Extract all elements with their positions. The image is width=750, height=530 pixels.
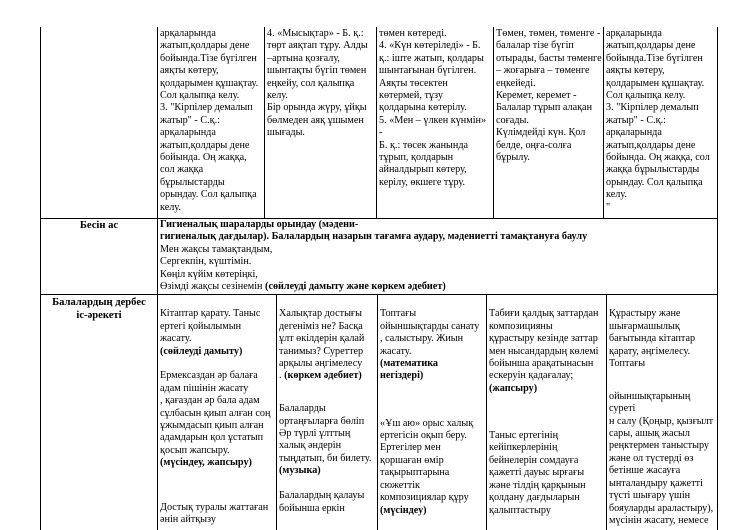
cell-spacer bbox=[609, 370, 716, 378]
cell-text: Топтағы ойыншықтарды санату , салыстыру. Жиын жасату. bbox=[380, 308, 480, 357]
table-border bbox=[157, 27, 158, 530]
table-cell: 4. «Мысықтар» - Б. қ.: төрт аяқтап тұру. Алды –артына қозғалу, шынтақты бүгіп төмен еңкейу, сол қалыпқа келу. Бір орында жүру, ұйқы бөлмеден аяқ ұшымен шығады. bbox=[267, 28, 368, 139]
table-cell: төмен көтереді. 4. «Күн көтеріледі» - Б. қ.: іште жатып, қолдары шынтағынан бүгілген. Аяқты төсектен көтермей, тұзу қолдарына көтерілу. 5. «Мен – үлкен күнмін» - Б. қ.: төсек жанында тұрып, қолдарын айналдырып көтеру, керілу, өкшеге тұру. bbox=[379, 28, 487, 188]
cell-text: Ермексаздан әр балаға адам пішінін жасату , қағаздан әр бала адам сұлбасын қиып алған соң ұжымдасып қиып алған адамдарын қол ұстатып қосып жапсыру. bbox=[160, 370, 271, 456]
cell-spacer bbox=[279, 383, 376, 391]
cell-text: ойыншықтарының суреті н салу (Қоңыр, қызғылт сары, ашық жасыл реңктермен таныстыру және ол түстерді өз бетінше жасауға ынталандыру қажетті түсті шығару үшін бояуларды араластыру), мүсінін жасату, немесе bbox=[609, 390, 714, 526]
table-border bbox=[40, 294, 718, 295]
lunch-line: Көңіл күйім көтеріңкі, bbox=[160, 268, 258, 280]
cell-text: Кітаптар қарату. Таныс ертегі қойылымын жасату. bbox=[160, 308, 261, 345]
cell-text-bold: (сөйлеуді дамыту) bbox=[160, 345, 243, 357]
lunch-line bbox=[160, 281, 716, 293]
table-border bbox=[40, 27, 41, 530]
row-label-lunch: Бесін ас bbox=[79, 220, 119, 231]
lunch-content bbox=[160, 219, 716, 293]
table-border bbox=[376, 27, 377, 218]
cell-text-bold: (жапсыру) bbox=[489, 382, 538, 394]
cell-text-bold: (мүсіндеу, жапсыру) bbox=[160, 457, 252, 469]
cell-spacer bbox=[160, 482, 275, 489]
cell-text: Балаларды ортаңғыларға бөліп Әр түрлі ұлттың халық әндерін тыңдатып, би билету. bbox=[279, 403, 372, 464]
cell-text: Халықтар достығы дегеніміз не? Басқа ұлт өкілдерін қалай танимыз? Суреттер арқылы әңгімелесу . bbox=[279, 308, 365, 382]
lunch-line: Гигиеналық шараларды орындау (мәдени- bbox=[160, 219, 359, 230]
table-cell bbox=[160, 296, 275, 526]
lunch-line: Мен жақсы тамақтандым, bbox=[160, 243, 273, 255]
cell-text: Балалардың қалауы бойынша еркін bbox=[279, 490, 365, 514]
lunch-line: гигиеналық дағдылар). Балалардың назарын тағамға аудару, мәдениетті тамақтануға баулу bbox=[160, 231, 588, 243]
row-label-independent-activity: Балалардың дербес іс-әрекеті bbox=[52, 297, 146, 321]
table-border bbox=[603, 27, 604, 218]
table-cell bbox=[380, 296, 485, 529]
cell-text-bold: (мүсіндеу) bbox=[380, 504, 427, 516]
lunch-line: Сергекпін, күштімін. bbox=[160, 256, 252, 268]
cell-spacer bbox=[380, 395, 485, 405]
table-cell bbox=[609, 296, 716, 527]
table-border bbox=[276, 294, 277, 530]
cell-text: Табиғи қалдық заттардан композицияны құрастыру кезінде заттар мен нысандардың көлемі бойынша арақатынасын ескеруін қадағалау; bbox=[489, 308, 599, 382]
lunch-text-bold: (сөйлеуді дамыту және көркем әдебиет) bbox=[265, 281, 446, 293]
cell-text: «Ұш аю» орыс халық ертегісін оқып беру. Ертегілер мен қоршаған өмір тақырыптарына сюжеттік композициялар құру bbox=[380, 417, 474, 504]
table-cell bbox=[489, 296, 605, 517]
cell-text-bold: (музыка) bbox=[279, 465, 321, 477]
lunch-text: Өзімді жақсы сезінемін bbox=[160, 281, 266, 293]
table-cell: арқаларында жатып,қолдары дене бойында.Тізе бүгілген аяқты көтеру, қолдарымен құшақтау. Сол қалыпқа келу. 3. "Кірпілер демалып жатыр" - С.қ.: арқаларында жатып,қолдары дене бойында. Оң жаққа, сол жаққа бұрылыстарды орындау. Сол қалыпқа келу. " bbox=[606, 28, 710, 213]
cell-spacer bbox=[489, 408, 605, 418]
table-border bbox=[377, 294, 378, 530]
table-border bbox=[486, 294, 487, 530]
cell-text: Таныс ертегінің кейіпкерлерінің бейнелерін сомдауға қажетті дауыс ырғағы және тілдің қарқынын қолдану дағдыларын қалыптастыру bbox=[489, 430, 586, 516]
cell-text: Құрастыру және шығармашылық бағытында кітаптар қарату, әңгімелесу. Топтағы bbox=[609, 308, 696, 370]
cell-text-bold: (математика негіздері) bbox=[380, 358, 439, 382]
table-cell: арқаларында жатып,қолдары дене бойында.Тізе бүгілген аяқты көтеру, қолдарымен құшақтау. Сол қалыпқа келу. 3. "Кірпілер демалып жатыр" - С.қ.: арқаларында жатып,қолдары дене бойында. Оң жаққа, сол жаққа бұрылыстарды орындау. Сол қалыпқа келу. bbox=[160, 28, 259, 213]
table-border bbox=[493, 27, 494, 218]
cell-text-bold: (көркем әдебиет) bbox=[284, 370, 362, 382]
table-cell: Төмен, төмен, төменге - балалар тізе бүгіп отырады, басты төменге – жоғарыға – төменге еңкейеді. Керемет, керемет - Балалар тұрып алақан соғады. Күлімдейді күн. Қол белде, оңға-солға бұрылу. bbox=[496, 28, 602, 164]
cell-text: Достық туралы жаттаған әнін айтқызу bbox=[160, 501, 269, 525]
table-border bbox=[606, 294, 607, 530]
table-border bbox=[264, 27, 265, 218]
table-cell bbox=[279, 296, 376, 515]
table-border bbox=[717, 27, 718, 530]
